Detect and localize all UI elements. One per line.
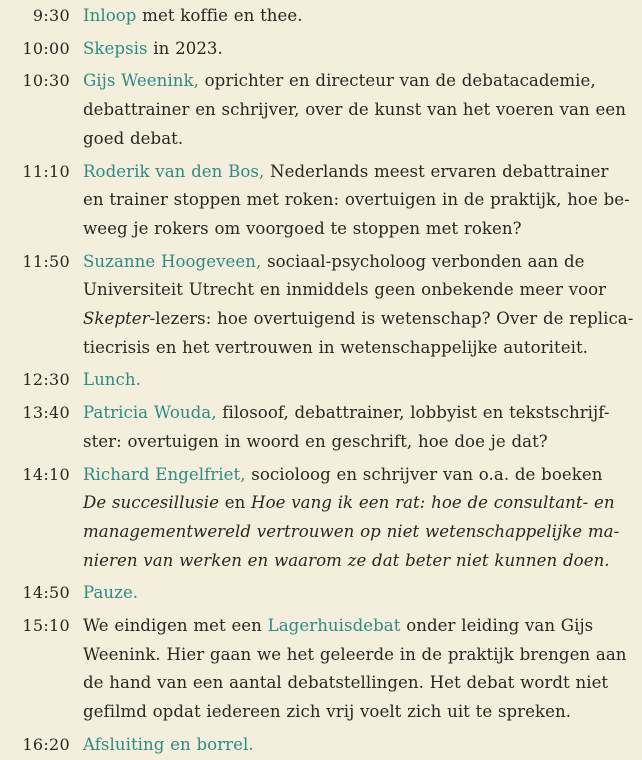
schedule-entry <box>0 399 642 456</box>
entry-text: ster: overtuigen in woord en geschrift, hoe doe je dat? <box>83 431 548 451</box>
speaker-name: Gijs Weenink, <box>83 71 199 91</box>
entry-body <box>83 366 628 395</box>
entry-time: 10:30 <box>22 71 70 91</box>
entry-text: Weenink. Hier gaan we het geleerde in de praktijk brengen aan <box>83 644 627 664</box>
book-title: managementwereld vertrouwen op niet wetenschappelijke ma- <box>83 521 620 541</box>
entry-text: debattrainer en schrijver, over de kunst van het voeren van een <box>83 100 626 120</box>
entry-body <box>83 579 628 608</box>
entry-body <box>83 35 628 64</box>
schedule-entry <box>0 461 642 576</box>
speaker-name: Suzanne Hoogeveen, <box>83 251 262 271</box>
entry-text: Universiteit Utrecht en inmiddels geen onbekende meer voor <box>83 280 607 300</box>
speaker-name: Richard Engelfriet, <box>83 464 246 484</box>
magazine-title: Skepter <box>83 309 150 329</box>
entry-highlight: Afsluiting en borrel. <box>83 734 254 754</box>
schedule-entry <box>0 612 642 727</box>
schedule-entry <box>0 158 642 244</box>
entry-time: 10:00 <box>22 38 70 58</box>
entry-body <box>83 731 628 760</box>
entry-text: oprichter en directeur van de debatacademie, <box>198 71 596 91</box>
entry-text: Nederlands meest ervaren debattrainer <box>264 161 609 181</box>
entry-text: We eindigen met een <box>83 616 268 636</box>
entry-body <box>83 248 634 363</box>
entry-text: en <box>218 493 252 513</box>
entry-time: 11:50 <box>22 251 70 271</box>
entry-text: en trainer stoppen met roken: overtuigen in de praktijk, hoe be- <box>83 190 630 210</box>
entry-highlight: Lagerhuisdebat <box>267 616 401 636</box>
entry-text: sociaal-psycholoog verbonden aan de <box>261 251 585 271</box>
entry-highlight: Skepsis <box>83 38 148 58</box>
entry-text: in 2023. <box>147 38 223 58</box>
schedule-entry <box>0 35 642 64</box>
speaker-name: Patricia Wouda, <box>83 403 217 423</box>
entry-body <box>83 2 628 31</box>
book-title: De succesillusie <box>83 493 219 513</box>
entry-text: gefilmd opdat iedereen zich vrij voelt zich uit te spreken. <box>83 702 572 722</box>
book-title: nieren van werken en waarom ze dat beter niet kunnen doen. <box>83 550 610 570</box>
entry-text: socioloog en schrijver van o.a. de boeken <box>245 464 603 484</box>
entry-time: 12:30 <box>22 370 70 390</box>
book-title: Hoe vang ik een rat: hoe de consultant- en <box>251 493 615 513</box>
entry-text: de hand van een aantal debatstellingen. Het debat wordt niet <box>83 673 609 693</box>
entry-time: 14:50 <box>22 583 70 603</box>
schedule-entry <box>0 2 642 31</box>
entry-time: 14:10 <box>22 464 70 484</box>
entry-highlight: Pauze. <box>83 583 139 603</box>
entry-body <box>83 399 628 456</box>
entry-text: tiecrisis en het vertrouwen in wetenschappelijke autoriteit. <box>83 337 589 357</box>
entry-highlight: Lunch. <box>83 370 141 390</box>
entry-highlight: Inloop <box>83 6 137 25</box>
entry-text: -lezers: hoe overtuigend is wetenschap? Over de replica- <box>149 309 634 329</box>
entry-text: met koffie en thee. <box>136 6 303 25</box>
entry-time: 16:20 <box>22 734 70 754</box>
entry-text: goed debat. <box>83 128 184 148</box>
entry-time: 13:40 <box>22 403 70 423</box>
speaker-name: Roderik van den Bos, <box>83 161 265 181</box>
entry-text: weeg je rokers om voorgoed te stoppen met roken? <box>83 218 522 238</box>
entry-body <box>83 158 628 244</box>
entry-time: 9:30 <box>32 6 70 25</box>
entry-body <box>83 612 628 727</box>
entry-text: onder leiding van Gijs <box>400 616 594 636</box>
schedule-entry <box>0 366 642 395</box>
schedule-entry <box>0 67 642 153</box>
entry-text: filosoof, debattrainer, lobbyist en tekstschrijf- <box>216 403 610 423</box>
entry-body <box>83 67 628 153</box>
entry-time: 15:10 <box>22 616 70 636</box>
schedule-entry <box>0 248 642 363</box>
schedule-entry <box>0 579 642 608</box>
entry-body <box>83 461 628 576</box>
schedule-entry <box>0 731 642 760</box>
entry-time: 11:10 <box>22 161 70 181</box>
